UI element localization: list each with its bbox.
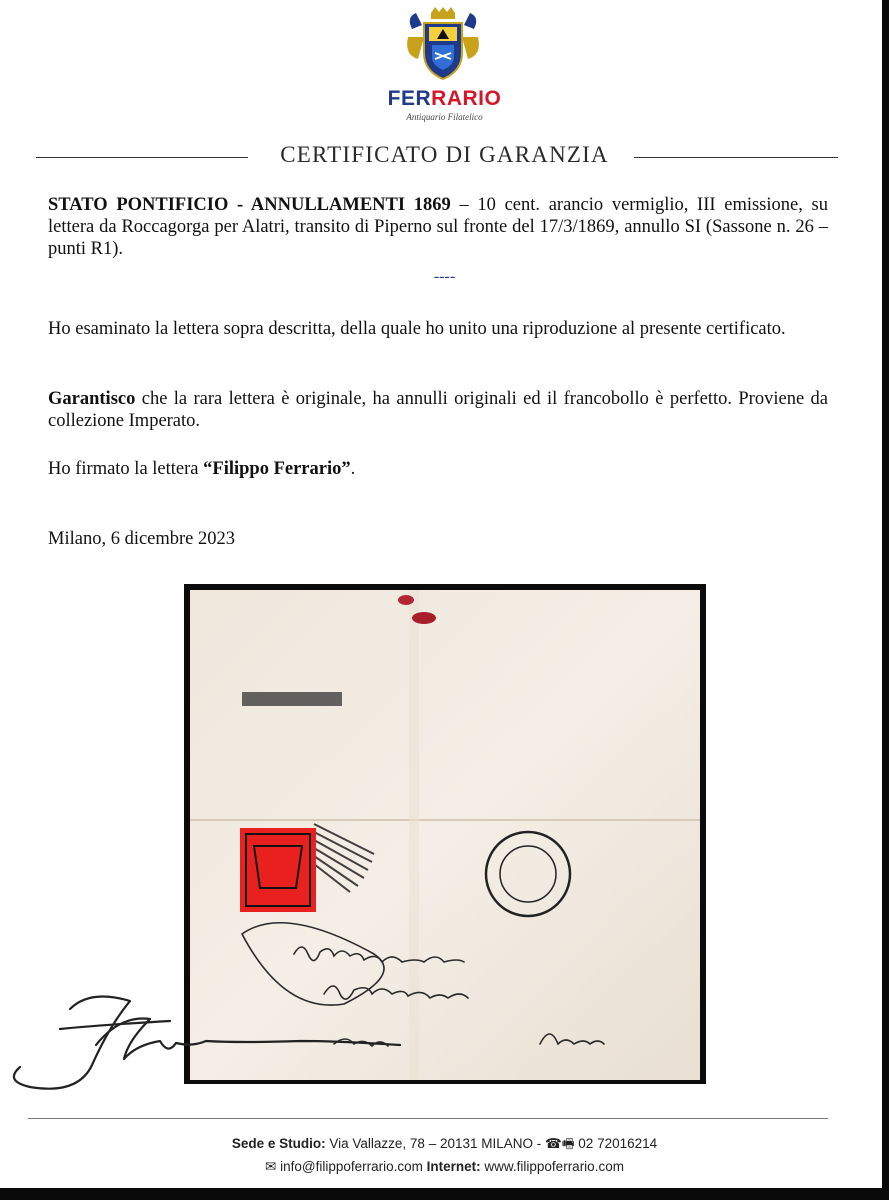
footer-email[interactable]: info@filippoferrario.com — [280, 1159, 423, 1174]
footer-internet-label: Internet: — [426, 1159, 481, 1174]
title-rule-right — [634, 157, 838, 158]
logo-name-part1: FER — [387, 87, 432, 110]
mail-icon: ✉ — [265, 1159, 277, 1174]
footer-address — [0, 1135, 882, 1153]
guarantee-paragraph — [48, 388, 828, 432]
logo-name-part2: RARIO — [431, 87, 502, 110]
signed-paragraph — [48, 458, 828, 480]
separator: ---- — [433, 268, 456, 285]
guarantee-bold: Garantisco — [48, 389, 136, 409]
certificate-title: CERTIFICATO DI GARANZIA — [280, 142, 609, 167]
item-description — [48, 194, 828, 260]
description-heading: STATO PONTIFICIO - ANNULLAMENTI 1869 — [48, 195, 451, 215]
description-text: – 10 cent. arancio vermiglio, III emissione, su lettera da Roccagorga per Alatri, transito di Piperno sul fronte del 17/3/1869, annullo SI (Sassone n. 26 – punti R1). — [48, 195, 828, 259]
footer-office-label: Sede e Studio: — [231, 1136, 326, 1151]
footer-website[interactable]: www.filippoferrario.com — [480, 1159, 624, 1174]
signature — [0, 985, 420, 1105]
guarantee-text: che la rara lettera è originale, ha annulli originali ed il francobollo è perfetto. Proviene da collezione Imperato. — [48, 389, 828, 431]
footer-rule — [28, 1118, 828, 1119]
logo-subtitle: Antiquario Filatelico — [406, 112, 483, 122]
examined-paragraph: Ho esaminato la lettera sopra descritta, della quale ho unito una riproduzione al presente certificato. — [48, 319, 786, 339]
signed-suffix: . — [350, 459, 356, 479]
logo-wordmark — [0, 87, 882, 111]
signed-prefix: Ho firmato la lettera — [48, 459, 204, 479]
footer-office-address: Via Vallazze, 78 – 20131 MILANO - ☎🖷 02 72016214 — [325, 1136, 658, 1151]
place-date: Milano, 6 dicembre 2023 — [48, 529, 236, 549]
footer-contacts — [0, 1158, 882, 1176]
signed-name: “Filippo Ferrario” — [203, 459, 351, 479]
coat-of-arms-icon — [404, 7, 482, 85]
